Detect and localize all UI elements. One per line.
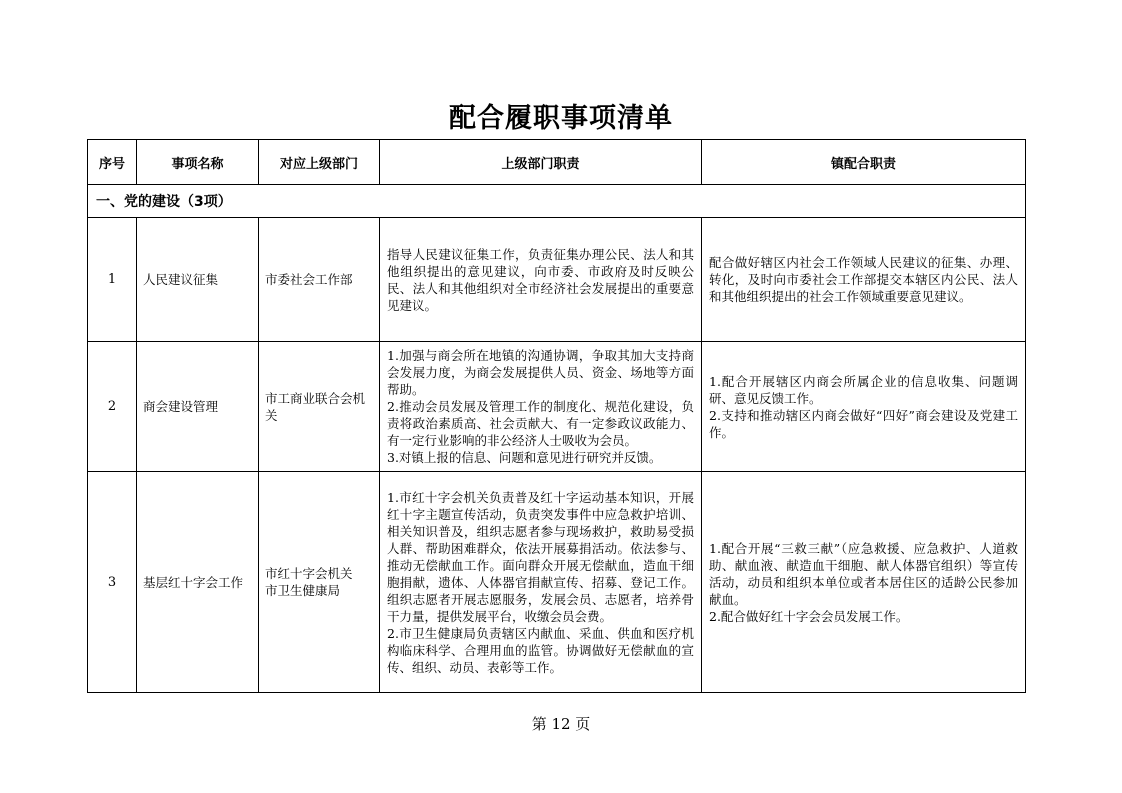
item-name: 人民建议征集 bbox=[137, 218, 259, 342]
header-town-duty: 镇配合职责 bbox=[702, 140, 1026, 185]
town-duty bbox=[702, 342, 1026, 472]
section-row bbox=[88, 185, 1026, 218]
duty-line: 1.市红十字会机关负责普及红十字运动基本知识，开展红十字主题宣传活动，负责突发事件中应急救护培训、相关知识普及，组织志愿者参与现场救护，救助易受损人群、帮助困难群众，依法开展募捐活动。依法参与、推动无偿献血工作。面向群众开展无偿献血，造血干细胞捐献，遗体、人体器官捐献宣传、招募、登记工作。组织志愿者开展志愿服务，发展会员、志愿者，培养骨干力量，提供发展平台，收缴会员会费。 bbox=[387, 489, 694, 624]
item-name: 基层红十字会工作 bbox=[137, 472, 259, 693]
upper-duty bbox=[380, 472, 702, 693]
duty-line: 2.市卫生健康局负责辖区内献血、采血、供血和医疗机构临床科学、合理用血的监管。协调做好无偿献血的宣传、组织、动员、表彰等工作。 bbox=[387, 625, 694, 675]
town-duty bbox=[702, 472, 1026, 693]
duty-line: 2.推动会员发展及管理工作的制度化、规范化建设，负责将政治素质高、社会贡献大、有一定参政议政能力、有一定行业影响的非公经济人士吸收为会员。 bbox=[387, 399, 694, 448]
header-upper-duty: 上级部门职责 bbox=[380, 140, 702, 185]
town-duty bbox=[702, 218, 1026, 342]
duty-line: 3.对镇上报的信息、问题和意见进行研究并反馈。 bbox=[387, 450, 662, 465]
table-row bbox=[88, 218, 1026, 342]
duty-line: 2.配合做好红十字会会员发展工作。 bbox=[709, 608, 909, 624]
duty-table bbox=[87, 139, 1026, 693]
duty-line: 1.加强与商会所在地镇的沟通协调，争取其加大支持商会发展力度，为商会发展提供人员、资金、场地等方面帮助。 bbox=[387, 348, 694, 397]
dept-name: 市委社会工作部 bbox=[259, 218, 380, 342]
table-row bbox=[88, 472, 1026, 693]
upper-duty bbox=[380, 342, 702, 472]
dept-name: 市红十字会机关 市卫生健康局 bbox=[259, 472, 380, 693]
section-title: 一、党的建设（3项） bbox=[88, 185, 1026, 218]
table-row bbox=[88, 342, 1026, 472]
duty-line: 1.配合开展辖区内商会所属企业的信息收集、问题调研、意见反馈工作。 bbox=[709, 373, 1018, 406]
dept-name: 市工商业联合会机关 bbox=[259, 342, 380, 472]
duty-line: 指导人民建议征集工作，负责征集办理公民、法人和其他组织提出的意见建议，向市委、市政府及时反映公民、法人和其他组织对全市经济社会发展提出的重要意见建议。 bbox=[387, 246, 694, 313]
page-number: 第 12 页 bbox=[531, 715, 591, 733]
row-number: 1 bbox=[88, 218, 137, 342]
header-item-name: 事项名称 bbox=[137, 140, 259, 185]
header-row bbox=[88, 140, 1026, 185]
upper-duty bbox=[380, 218, 702, 342]
header-no: 序号 bbox=[88, 140, 137, 185]
duty-line: 配合做好辖区内社会工作领域人民建议的征集、办理、转化，及时向市委社会工作部提交本辖区内公民、法人和其他组织提出的社会工作领域重要意见建议。 bbox=[709, 255, 1018, 304]
item-name: 商会建设管理 bbox=[137, 342, 259, 472]
duty-line: 1.配合开展“三救三献”（应急救援、应急救护、人道救助、献血液、献造血干细胞、献人体器官组织）等宣传活动，动员和组织本单位或者本居住区的适龄公民参加献血。 bbox=[709, 540, 1018, 607]
header-dept: 对应上级部门 bbox=[259, 140, 380, 185]
row-number: 2 bbox=[88, 342, 137, 472]
duty-line: 2.支持和推动辖区内商会做好“四好”商会建设及党建工作。 bbox=[709, 407, 1018, 440]
page-title: 配合履职事项清单 bbox=[449, 103, 673, 134]
row-number: 3 bbox=[88, 472, 137, 693]
